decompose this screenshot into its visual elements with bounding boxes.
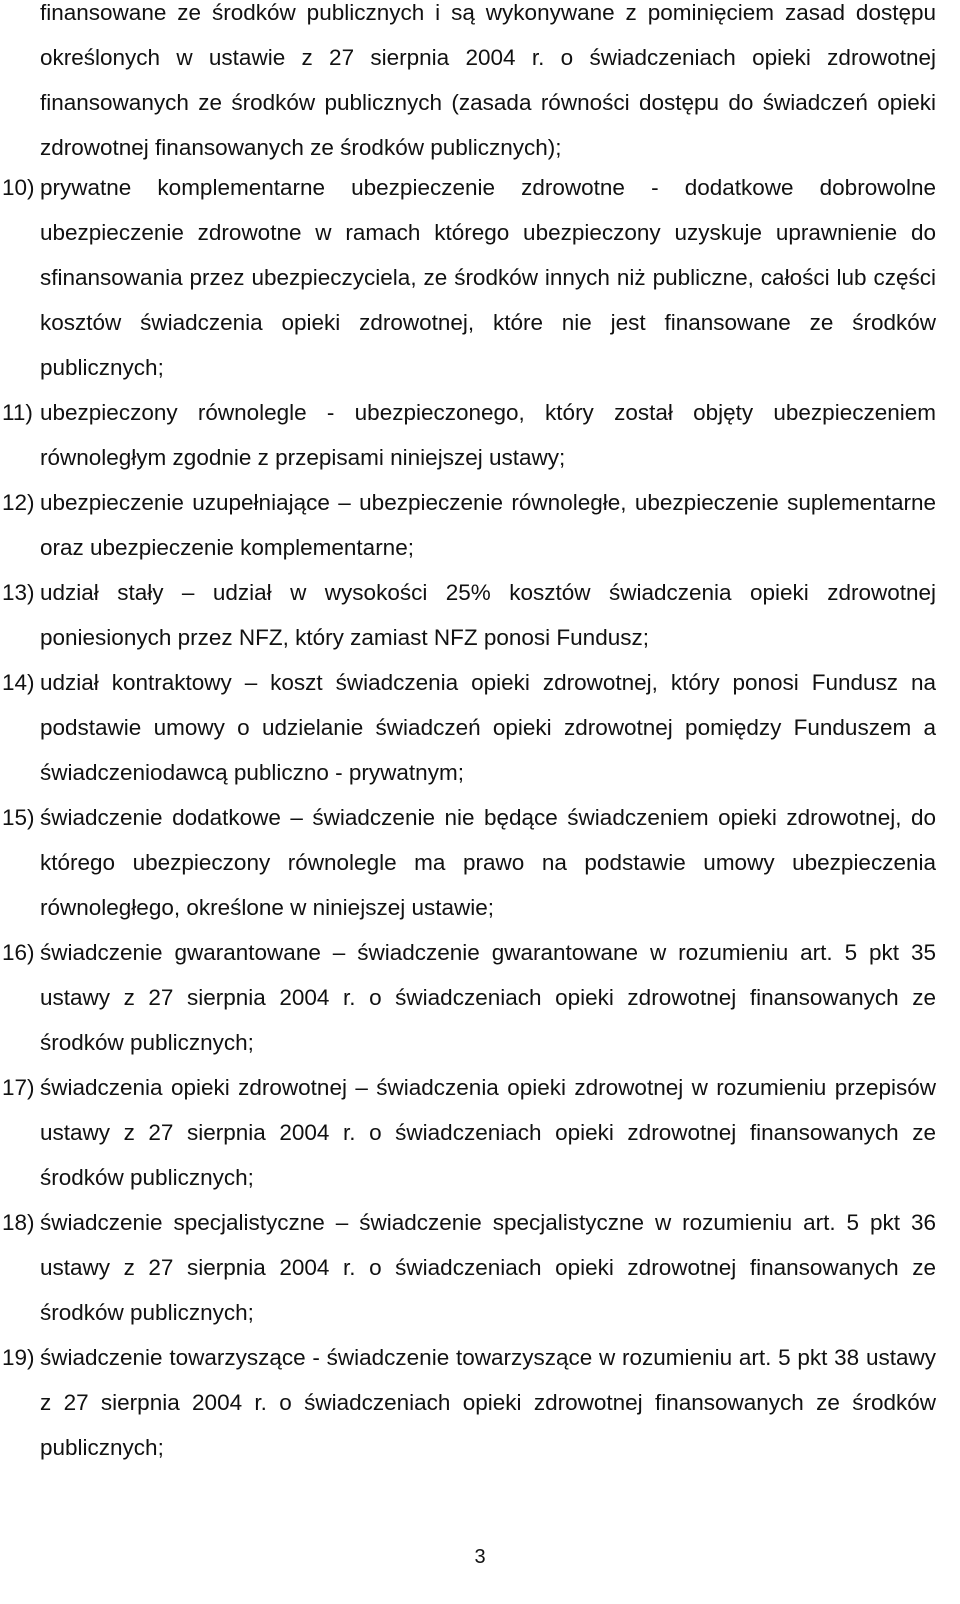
item-text: udział kontraktowy – koszt świadczenia opieki zdrowotnej, który ponosi Fundusz na podstawie umowy o udzielanie świadczeń opieki zdrowotnej pomiędzy Funduszem a świadczeniodawcą publiczno - prywatnym; (40, 670, 936, 785)
item-text: prywatne komplementarne ubezpieczenie zdrowotne - dodatkowe dobrowolne ubezpieczenie zdrowotne w ramach którego ubezpieczony uzyskuje uprawnienie do sfinansowania przez ubezpieczyciela, ze środków innych niż publiczne, całości lub części kosztów świadczenia opieki zdrowotnej, które nie jest finansowane ze środków publicznych; (40, 175, 936, 380)
list-item (0, 1335, 936, 1470)
list-item (0, 660, 936, 795)
item-text: świadczenie dodatkowe – świadczenie nie będące świadczeniem opieki zdrowotnej, do którego ubezpieczony równolegle ma prawo na podstawie umowy ubezpieczenia równoległego, określone w niniejszej ustawie; (40, 805, 936, 920)
item-text: świadczenia opieki zdrowotnej – świadczenia opieki zdrowotnej w rozumieniu przepisów ustawy z 27 sierpnia 2004 r. o świadczeniach opieki zdrowotnej finansowanych ze środków publicznych; (40, 1075, 936, 1190)
item-number: 19) (2, 1345, 35, 1370)
item-text: świadczenie specjalistyczne – świadczenie specjalistyczne w rozumieniu art. 5 pkt 36 ustawy z 27 sierpnia 2004 r. o świadczeniach opieki zdrowotnej finansowanych ze środków publicznych; (40, 1210, 936, 1325)
continuation-paragraph: finansowane ze środków publicznych i są wykonywane z pominięciem zasad dostępu określonych w ustawie z 27 sierpnia 2004 r. o świadczeniach opieki zdrowotnej finansowanych ze środków publicznych (zasada równości dostępu do świadczeń opieki zdrowotnej finansowanych ze środków publicznych); (40, 0, 936, 160)
definitions-list (0, 165, 960, 1470)
item-number: 17) (2, 1075, 35, 1100)
list-item (0, 390, 936, 480)
item-number: 12) (2, 490, 35, 515)
list-item (0, 795, 936, 930)
list-item (0, 1200, 936, 1335)
item-number: 11) (2, 400, 33, 425)
list-item (0, 1065, 936, 1200)
item-text: świadczenie towarzyszące - świadczenie towarzyszące w rozumieniu art. 5 pkt 38 ustawy z 27 sierpnia 2004 r. o świadczeniach opieki zdrowotnej finansowanych ze środków publicznych; (40, 1345, 936, 1460)
item-number: 18) (2, 1210, 35, 1235)
item-number: 15) (2, 805, 35, 830)
list-item (0, 930, 936, 1065)
item-text: ubezpieczony równolegle - ubezpieczonego, który został objęty ubezpieczeniem równoległym zgodnie z przepisami niniejszej ustawy; (40, 400, 936, 470)
item-number: 13) (2, 580, 35, 605)
list-item (0, 165, 936, 390)
page-number: 3 (474, 1546, 486, 1568)
item-number: 10) (2, 175, 35, 200)
item-number: 14) (2, 670, 35, 695)
item-text: ubezpieczenie uzupełniające – ubezpieczenie równoległe, ubezpieczenie suplementarne oraz ubezpieczenie komplementarne; (40, 490, 936, 560)
item-text: udział stały – udział w wysokości 25% kosztów świadczenia opieki zdrowotnej poniesionych przez NFZ, który zamiast NFZ ponosi Fundusz; (40, 580, 936, 650)
list-item (0, 480, 936, 570)
item-text: świadczenie gwarantowane – świadczenie gwarantowane w rozumieniu art. 5 pkt 35 ustawy z 27 sierpnia 2004 r. o świadczeniach opieki zdrowotnej finansowanych ze środków publicznych; (40, 940, 936, 1055)
list-item (0, 570, 936, 660)
item-number: 16) (2, 940, 35, 965)
